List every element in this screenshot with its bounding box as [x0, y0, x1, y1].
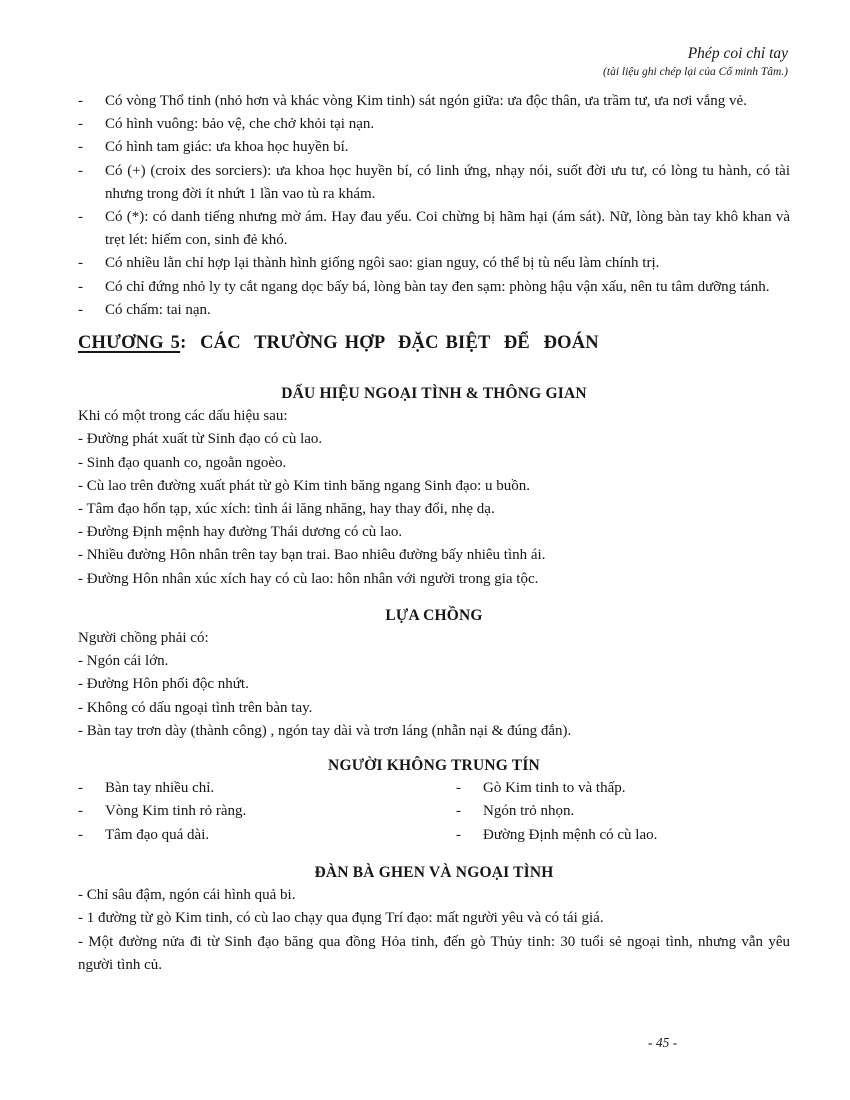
list-item-marker: - — [78, 93, 83, 109]
list-item: - Cù lao trên đường xuất phát từ gò Kim tinh băng ngang Sinh đạo: u buồn. — [78, 477, 531, 494]
list-item-text: Có (*): có danh tiếng nhưng mờ ám. Hay đau yếu. Coi chừng bị hãm hại (ám sát). Nữ, lòng bàn tay khô khan và trẹt lét: hiếm con, sinh đẻ khó. — [105, 209, 790, 249]
section-heading-choose-husband: LỰA CHỒNG — [385, 606, 483, 624]
unfaithful-two-column-list — [78, 777, 790, 847]
chapter-label: CHƯƠNG 5 — [78, 333, 181, 354]
list-item-text: Gò Kim tinh to và thấp. — [483, 780, 626, 797]
list-item-text: Có chấm: tai nạn. — [105, 301, 211, 318]
list-item: - Không có dấu ngoại tình trên bàn tay. — [78, 699, 313, 716]
section-heading-jealous-women: ĐÀN BÀ GHEN VÀ NGOẠI TÌNH — [314, 863, 554, 881]
list-item-text: Có nhiều lằn chỉ hợp lại thành hình giống ngôi sao: gian nguy, có thể bị tù nếu làm chính trị. — [105, 255, 660, 272]
list-item-marker: - — [78, 803, 83, 820]
list-item: - 1 đường từ gò Kim tinh, có cù lao chạy qua đụng Trí đạo: mất người yêu và có tái giá. — [78, 910, 604, 927]
list-item: - Sinh đạo quanh co, ngoằn ngoèo. — [78, 454, 287, 471]
list-item — [78, 276, 790, 299]
list-item — [78, 824, 456, 847]
list-item-marker: - — [78, 139, 83, 156]
list-item — [78, 777, 456, 800]
list-item-text: Đường Định mệnh có cù lao. — [483, 826, 658, 843]
page-content — [78, 90, 790, 977]
list-item-marker: - — [78, 301, 83, 318]
list-item: - Đường Hôn nhân xúc xích hay có cù lao: hôn nhân với người trong gia tộc. — [78, 570, 539, 587]
list-item: - Đường Hôn phối độc nhứt. — [78, 676, 249, 693]
section-heading-affair-signs: DẤU HIỆU NGOẠI TÌNH & THÔNG GIAN — [281, 385, 587, 403]
list-item-marker: - — [78, 780, 83, 797]
list-item-marker: - — [78, 278, 83, 295]
list-item-text: Vòng Kim tinh rỏ ràng. — [105, 803, 247, 820]
list-item-marker: - — [78, 255, 83, 272]
list-item: - Đường Định mệnh hay đường Thái dương có cù lao. — [78, 524, 403, 541]
list-item: - Nhiều đường Hôn nhân trên tay bạn trai. Bao nhiêu đường bấy nhiêu tình ái. — [78, 547, 546, 564]
section-heading-unfaithful: NGƯỜI KHÔNG TRUNG TÍN — [328, 757, 540, 775]
list-item-text: Có chỉ đứng nhỏ ly ty cắt ngang dọc bấy bá, lòng bàn tay đen sạm: phòng hậu vận xấu, nên tu tâm dưỡng tánh. — [105, 278, 770, 295]
section-intro: Người chồng phải có: — [78, 630, 209, 647]
list-item: - Đường phát xuất từ Sinh đạo có cù lao. — [78, 431, 323, 448]
list-item-text: Có vòng Thổ tinh (nhỏ hơn và khác vòng Kim tinh) sát ngón giữa: ưa độc thân, ưa trầm tư, ưa nơi vắng vẻ. — [105, 93, 747, 109]
list-item — [78, 299, 790, 322]
list-item-text: Có (+) (croix des sorciers): ưa khoa học huyền bí, có linh ứng, nhạy nói, suốt đời ưu tư, có lòng tu hành, có tài nhưng trong đời ít nhứt 1 lần vao tù ra khám. — [105, 162, 790, 202]
list-item-text: Tâm đạo quá dài. — [105, 826, 210, 843]
list-item — [78, 206, 790, 252]
list-item — [456, 800, 790, 823]
list-item: - Một đường nửa đi từ Sinh đạo băng qua đồng Hỏa tinh, đến gò Thủy tinh: 30 tuổi sẻ ngoại tình, nhưng vẫn yêu người tình củ. — [78, 933, 790, 973]
list-item-marker: - — [456, 780, 461, 797]
document-title: Phép coi chỉ tay — [687, 45, 788, 62]
list-item: - Tâm đạo hổn tạp, xúc xích: tình ái lăng nhăng, hay thay đổi, nhẹ dạ. — [78, 501, 495, 518]
list-item — [456, 824, 790, 847]
list-item: - Bàn tay trơn dày (thành công) , ngón tay dài và trơn láng (nhẫn nại & đúng đắn). — [78, 722, 572, 739]
document-subtitle: (tài liệu ghi chép lại của Cổ minh Tâm.) — [603, 66, 788, 79]
list-item — [456, 777, 790, 800]
list-item-marker: - — [78, 116, 83, 133]
list-item-text: Có hình vuông: bảo vệ, che chở khỏi tại nạn. — [105, 116, 375, 133]
list-item-text: Có hình tam giác: ưa khoa học huyền bí. — [105, 139, 349, 156]
list-item-text: Bàn tay nhiều chỉ. — [105, 780, 215, 797]
list-item: - Chỉ sâu đậm, ngón cái hình quả bi. — [78, 887, 296, 904]
page-header — [603, 44, 788, 80]
list-item — [78, 90, 790, 113]
chapter-heading — [78, 331, 790, 356]
list-item-marker: - — [456, 803, 461, 820]
list-item: - Ngón cái lớn. — [78, 653, 169, 670]
list-item — [78, 136, 790, 159]
list-item — [78, 113, 790, 136]
list-item-marker: - — [78, 826, 83, 843]
list-item-marker: - — [78, 162, 83, 179]
section-intro: Khi có một trong các dấu hiệu sau: — [78, 408, 288, 425]
list-item — [78, 252, 790, 275]
list-item — [78, 800, 456, 823]
page-number: - 45 - — [648, 1035, 678, 1050]
list-item-text: Ngón trỏ nhọn. — [483, 803, 575, 820]
chapter-title: : CÁC TRƯỜNG HỢP ĐẶC BIỆT ĐỂ ĐOÁN — [180, 333, 599, 354]
list-item-marker: - — [456, 826, 461, 843]
palm-signs-list — [78, 90, 790, 322]
list-item — [78, 160, 790, 206]
list-item-marker: - — [78, 209, 83, 226]
